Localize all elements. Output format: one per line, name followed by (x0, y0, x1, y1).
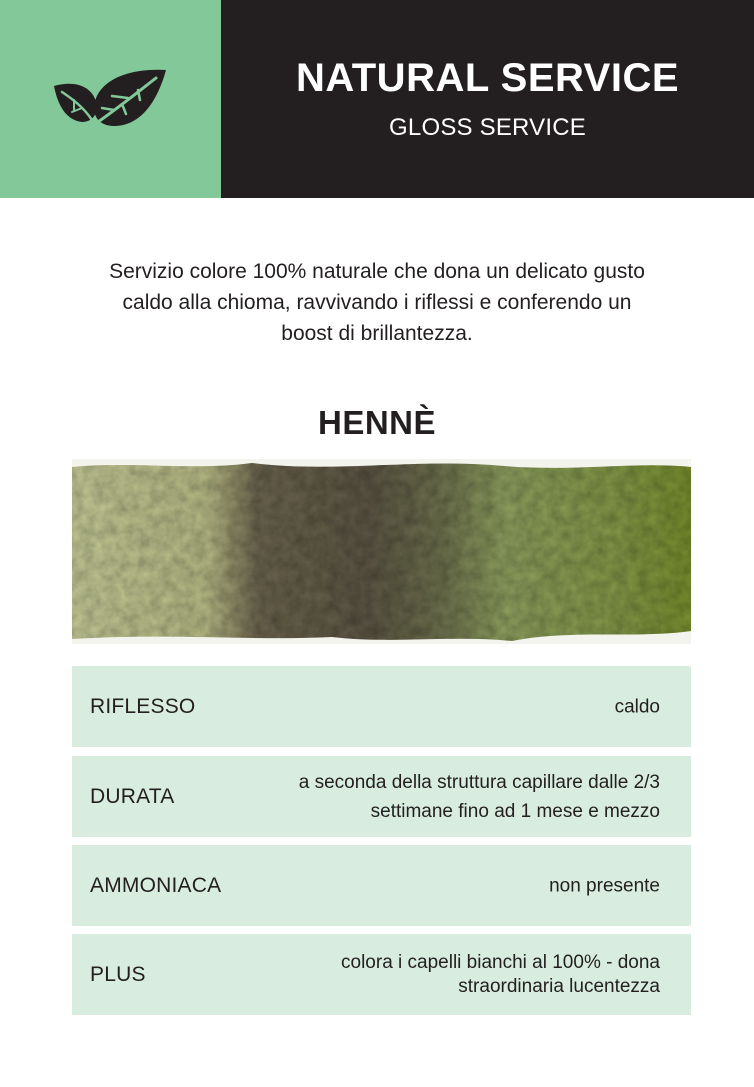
detail-row-durata (72, 756, 691, 837)
detail-value: caldo (614, 696, 660, 717)
detail-value: colora i capelli bianchi al 100% - dona straordinaria lucentezza (341, 951, 660, 997)
leaf-icon (52, 66, 168, 130)
detail-value: non presente (549, 875, 660, 896)
detail-label: PLUS (90, 962, 146, 986)
detail-label: RIFLESSO (90, 694, 196, 718)
detail-label: DURATA (90, 784, 175, 808)
intro-text: Servizio colore 100% naturale che dona un delicato gusto caldo alla chioma, ravvivando i riflessi e conferendo un boost di brillantezza. (109, 260, 645, 345)
detail-row-riflesso (72, 666, 691, 747)
detail-value: a seconda della struttura capillare dalle 2/3 settimane fino ad 1 mese e mezzo (298, 771, 660, 822)
header (0, 0, 754, 198)
section-title: HENNÈ (317, 404, 437, 441)
logo-panel (0, 0, 221, 198)
detail-row-plus (72, 934, 691, 1015)
detail-row-ammoniaca (72, 845, 691, 926)
detail-label: AMMONIACA (90, 873, 222, 897)
page-subtitle: GLOSS SERVICE (389, 114, 586, 141)
title-panel (221, 0, 754, 198)
henna-powder-image (72, 459, 691, 644)
page-title: NATURAL SERVICE (295, 56, 680, 100)
